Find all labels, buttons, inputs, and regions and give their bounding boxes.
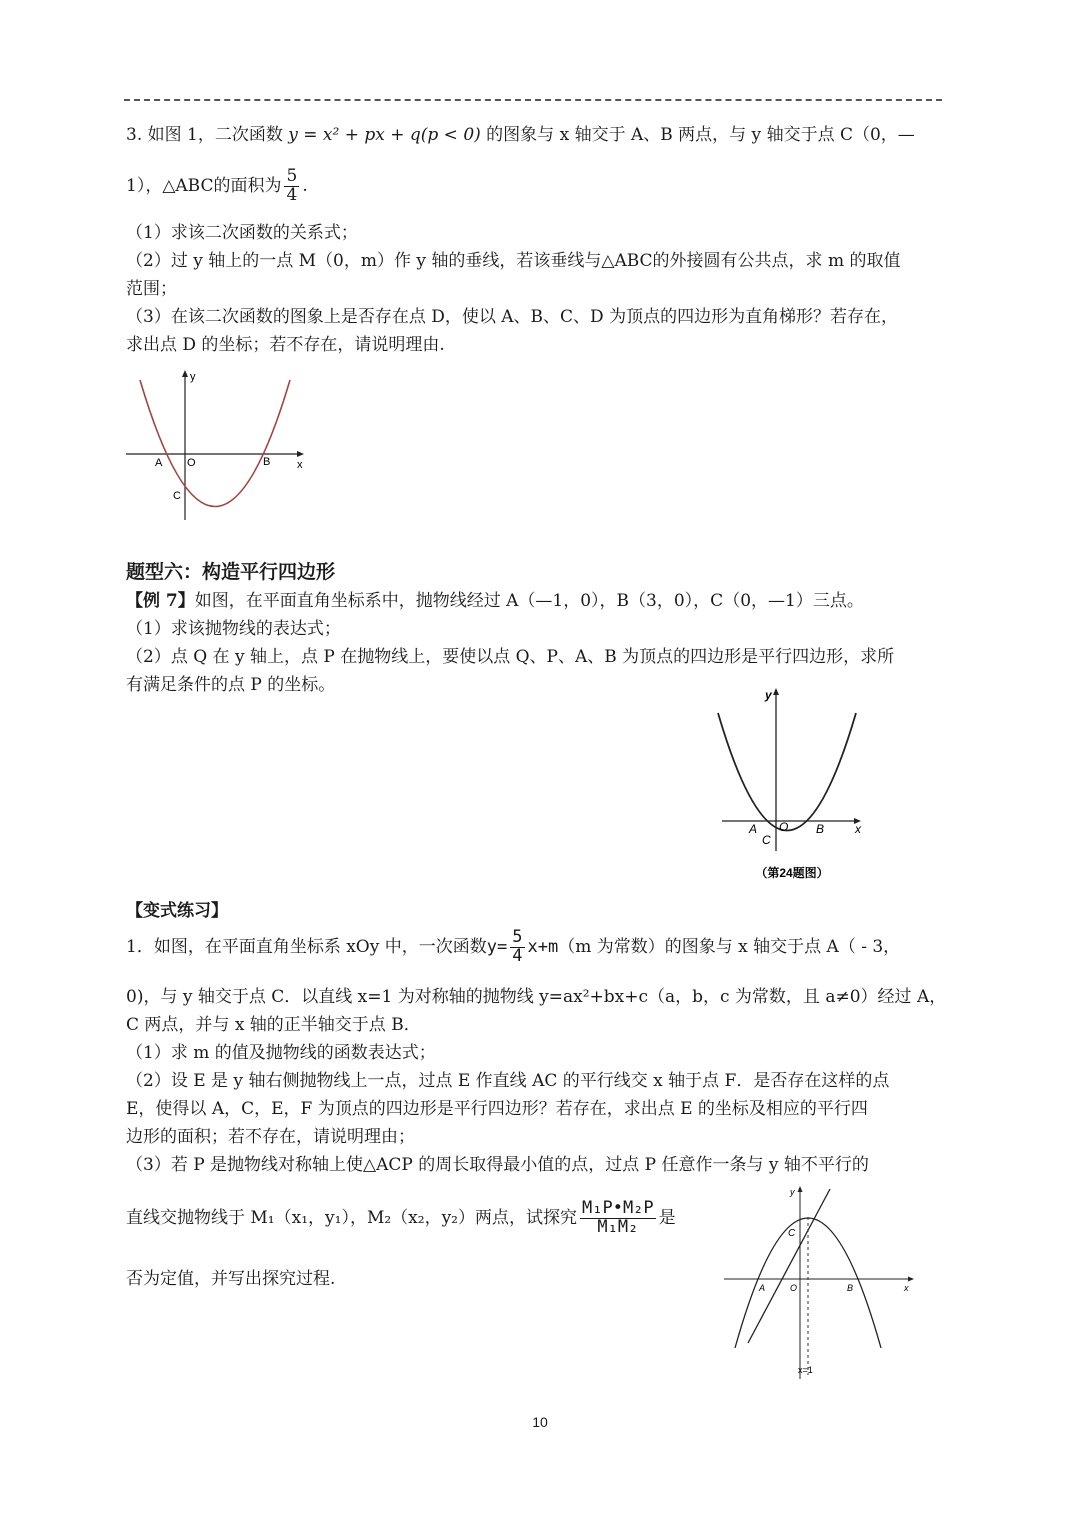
- practice-q2-cont: E，使得以 A，C，E，F 为顶点的四边形是平行四边形？若存在，求出点 E 的坐标及相应的平行四: [126, 1099, 868, 1119]
- problem3-line2: [126, 166, 308, 206]
- fraction-numerator: M₁P•M₂P: [582, 1198, 654, 1219]
- text: 的图象与 x 轴交于 A、B 两点，与 y 轴交于点 C（0，—: [480, 125, 915, 145]
- label-B: B: [847, 1283, 854, 1293]
- dashed-separator: [124, 99, 942, 101]
- fraction-numerator: 5: [512, 927, 523, 948]
- ratio-fraction: [580, 1200, 656, 1237]
- example7-q2-cont: 有满足条件的点 P 的坐标。: [126, 675, 336, 695]
- section-heading: 题型六：构造平行四边形: [126, 561, 336, 583]
- practice-q3-line2: [126, 1190, 676, 1246]
- label-A: A: [759, 1283, 766, 1293]
- figure-caption: （第24题图）: [755, 866, 829, 880]
- text: 3. 如图 1，二次函数: [126, 125, 289, 145]
- figure-24-parabola: [712, 683, 872, 888]
- practice-line3: C 两点，并与 x 轴的正半轴交于点 B．: [126, 1015, 421, 1035]
- label-O: O: [187, 457, 196, 469]
- problem3-q3-cont: 求出点 D 的坐标；若不存在，请说明理由.: [126, 335, 445, 355]
- text: 直线交抛物线于 M₁（x₁，y₁），M₂（x₂，y₂）两点，试探究: [126, 1208, 577, 1228]
- text: （m 为常数）的图象与 x 轴交于点 A（ - 3，: [558, 937, 901, 957]
- practice-q2-cont2: 边形的面积；若不存在，请说明理由；: [126, 1127, 415, 1147]
- text: 1），△ABC的面积为: [126, 176, 282, 196]
- label-x: x: [904, 1283, 909, 1293]
- func-fraction: [510, 929, 524, 966]
- label-B: B: [816, 822, 825, 836]
- label-y: y: [790, 1187, 795, 1197]
- example7-line: [126, 590, 864, 612]
- fraction-denominator: 4: [512, 946, 523, 966]
- label-O: O: [779, 820, 789, 834]
- area-fraction: [284, 168, 299, 205]
- x-axis-arrow: [297, 451, 304, 457]
- label-B: B: [263, 456, 271, 468]
- example7-q1: （1）求该抛物线的表达式；: [126, 619, 341, 639]
- problem3-q3: （3）在该二次函数的图象上是否存在点 D，使以 A、B、C、D 为顶点的四边形为直角梯形？若存在，: [126, 307, 899, 327]
- y-axis-arrow: [798, 1186, 803, 1192]
- fraction-denominator: M₁M₂: [597, 1217, 639, 1237]
- practice-heading: 【变式练习】: [126, 901, 228, 921]
- fraction-denominator: 4: [286, 185, 298, 205]
- label-C: C: [788, 1228, 796, 1239]
- text: 1．如图，在平面直角坐标系 xOy 中，一次函数: [126, 937, 487, 957]
- equation: y = x² + px + q(p < 0): [288, 125, 481, 145]
- page-number: 10: [532, 1414, 548, 1430]
- practice-line1: [126, 926, 900, 968]
- example-tag: 【例 7】: [126, 591, 195, 611]
- problem3-q2: （2）过 y 轴上的一点 M（0，m）作 y 轴的垂线，若该垂线与△ABC的外接圆有公共点，求 m 的取值: [126, 251, 901, 271]
- func-tail: x+m: [527, 937, 559, 957]
- label-A: A: [749, 822, 758, 836]
- func-y: y=: [486, 937, 508, 957]
- y-axis-arrow: [773, 688, 779, 695]
- text: .: [302, 176, 308, 196]
- line-AC: [748, 1189, 830, 1343]
- label-C: C: [762, 833, 771, 847]
- text: 如图，在平面直角坐标系中，抛物线经过 A（—1，0），B（3，0），C（0，—1）三点。: [194, 591, 864, 611]
- figure-1-parabola: [120, 365, 310, 525]
- label-y: y: [765, 688, 772, 702]
- example7-q2: （2）点 Q 在 y 轴上，点 P 在抛物线上，要使以点 Q、P、A、B 为顶点的四边形是平行四边形，求所: [126, 647, 895, 667]
- parabola-curve: [140, 380, 290, 507]
- practice-q2: （2）设 E 是 y 轴右侧抛物线上一点，过点 E 作直线 AC 的平行线交 x 轴于点 F．是否存在这样的点: [126, 1071, 890, 1091]
- y-axis-arrow: [182, 370, 188, 377]
- label-x: x: [855, 822, 861, 836]
- problem3-line1: [126, 124, 915, 146]
- parabola-curve: [718, 713, 856, 831]
- practice-q3-cont: 否为定值，并写出探究过程.: [126, 1269, 336, 1289]
- x-axis-arrow: [908, 1277, 914, 1282]
- practice-q1: （1）求 m 的值及抛物线的函数表达式；: [126, 1043, 436, 1063]
- label-A: A: [155, 457, 163, 469]
- label-O: O: [790, 1283, 798, 1293]
- problem3-q2-cont: 范围；: [126, 279, 177, 299]
- label-x: x: [297, 459, 303, 471]
- label-y: y: [190, 371, 196, 383]
- text: 是: [658, 1208, 676, 1228]
- practice-line2: 0)，与 y 轴交于点 C．以直线 x=1 为对称轴的抛物线 y=ax²+bx+c（a，b，c 为常数，且 a≠0）经过 A，: [126, 987, 947, 1007]
- problem3-q1: （1）求该二次函数的关系式；: [126, 223, 358, 243]
- label-C: C: [173, 490, 181, 502]
- practice-q3: （3）若 P 是抛物线对称轴上使△ACP 的周长取得最小值的点，过点 P 任意作一条与 y 轴不平行的: [126, 1155, 869, 1175]
- fraction-numerator: 5: [286, 166, 298, 187]
- figure-practice-parabola: [720, 1183, 920, 1383]
- label-x-equals-1: x=1: [798, 1365, 813, 1375]
